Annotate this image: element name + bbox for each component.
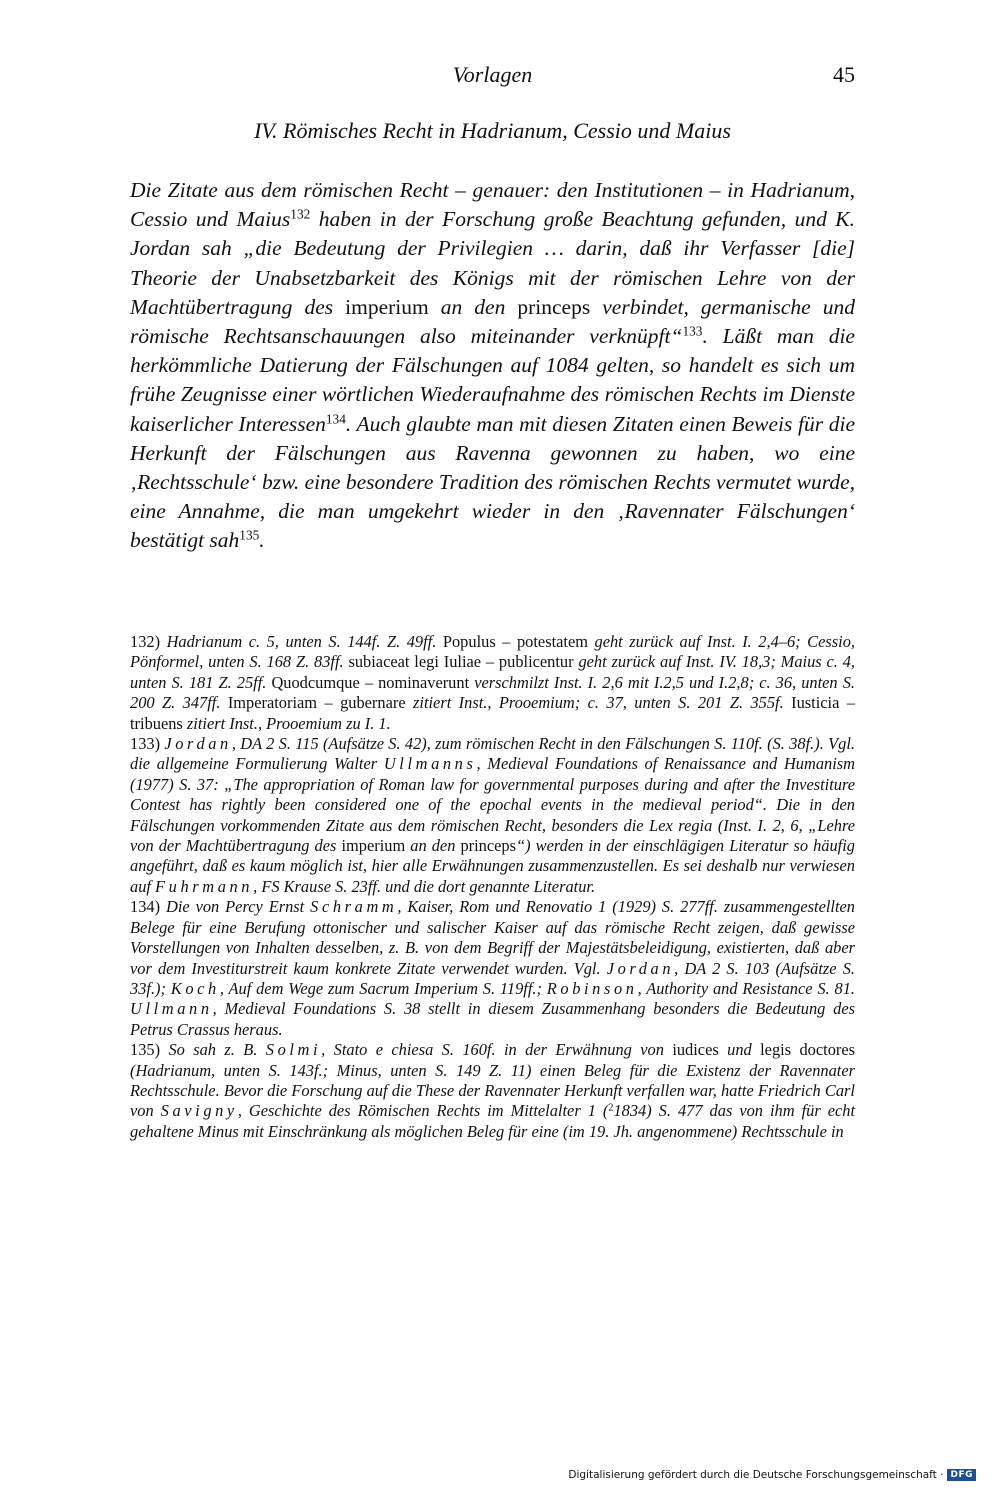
text-run: , Authority and Resistance S. 81. bbox=[637, 978, 855, 998]
text-run: verbindet, germanische und römische Rechtsanschauungen also miteinander verknüpft“ bbox=[130, 294, 855, 349]
footnote-number: 133) bbox=[130, 734, 161, 754]
latin-term: imperium bbox=[345, 294, 429, 319]
text-run: zitiert Inst., Prooemium zu I. 1. bbox=[182, 713, 391, 733]
main-paragraph bbox=[130, 176, 855, 556]
text-run: geht zurück auf Inst. I. 2,4–6; Cessio, Pönformel, unten S. 168 Z. 83ff. bbox=[130, 632, 855, 672]
text-run: , FS Krause S. 23ff. und die dort genannte Literatur. bbox=[253, 876, 596, 896]
dfg-logo: DFG bbox=[947, 1469, 976, 1481]
footnotes bbox=[130, 632, 855, 1142]
text-run: , Geschichte des Römischen Rechts im Mittelalter 1 ( bbox=[237, 1101, 609, 1121]
page-header bbox=[130, 58, 855, 92]
latin-term: princeps bbox=[460, 836, 516, 856]
running-title: Vorlagen bbox=[452, 62, 533, 87]
text-run: , DA 2 S. 103 (Aufsätze S. 33f.); bbox=[130, 958, 855, 998]
digitization-footer bbox=[568, 1469, 976, 1481]
author-name: Solmi bbox=[265, 1040, 322, 1060]
author-name: Robinson bbox=[546, 978, 638, 998]
text-run: , Medieval Foundations S. 38 stellt in diesem Zusammenhang besonders die Bedeutung des Petrus Crassus heraus. bbox=[130, 999, 855, 1039]
edition-superscript: 2 bbox=[608, 1102, 614, 1114]
text-run: haben in der Forschung große Beachtung gefunden, und K. Jordan sah „die Bedeutung der Privilegien … darin, daß ihr Verfasser [die] Theorie der Unabsetzbarkeit des Königs mit der römischen Lehre von der Machtübertragung des bbox=[130, 207, 855, 319]
text-run: , DA 2 S. 115 (Aufsätze S. 42), zum römischen Recht in den Fälschungen S. 110f. (S. 38f.). Vgl. die allgemeine Formulierung Walter bbox=[130, 734, 855, 774]
text-run: zitiert Inst., Prooemium; c. 37, unten S. 201 Z. 355f. bbox=[405, 693, 792, 713]
quoted-latin: Populus – potestatem bbox=[442, 632, 588, 651]
quoted-latin: Quodcumque – nominaverunt bbox=[271, 672, 470, 692]
latin-term: imperium bbox=[341, 836, 406, 856]
author-name: Schramm bbox=[310, 897, 398, 917]
footnote-ref-133[interactable]: 133 bbox=[682, 323, 703, 339]
latin-term: legis doctores bbox=[760, 1040, 856, 1060]
footnote-132 bbox=[130, 632, 855, 734]
text-run: geht zurück auf Inst. IV. 18,3; Maius c. 4, unten S. 181 Z. 25ff. bbox=[130, 652, 855, 692]
text-run: Hadrianum c. 5, unten S. 144f. Z. 49ff. bbox=[160, 632, 443, 651]
latin-term: princeps bbox=[517, 294, 591, 319]
text-run: verschmilzt Inst. I. 2,6 mit I.2,5 und I.2,8; c. 36, unten S. 200 Z. 347ff. bbox=[130, 672, 855, 713]
quoted-latin: Imperatoriam – gubernare bbox=[227, 693, 406, 713]
text-run: (Hadrianum, unten S. 143f.; Minus, unten S. 149 Z. 11) einen Beleg für die Existenz der Ravennater Rechtsschule. Bevor die Forschung auf die These der Ravennater Herkunft verfallen war, hatte Friedrich Carl von bbox=[130, 1060, 855, 1121]
footnote-number: 132) bbox=[130, 632, 161, 651]
text-run: , Auf dem Wege zum Sacrum Imperium S. 119ff.; bbox=[219, 978, 547, 998]
footnote-134 bbox=[130, 897, 855, 1040]
section-title: IV. Römisches Recht in Hadrianum, Cessio und Maius bbox=[254, 118, 731, 143]
author-name: Ullmann bbox=[130, 999, 213, 1019]
author-name: Savigny bbox=[160, 1101, 238, 1121]
text-run: , Kaiser, Rom und Renovatio 1 (1929) S. 277ff. zusammengestellten Belege für eine Berufung ottonischer und salischer Kaiser auf das römische Recht zeigen, daß gewisse Vorstellungen von Inhalten desselben, z. B. von dem Begriff der Majestätsbeleidigung, existierten, daß aber vor dem Investiturstreit kaum konkrete Zitate verwendet wurden. Vgl. bbox=[130, 897, 855, 978]
text-run: an den bbox=[428, 294, 518, 319]
text-run: . Läßt man die herkömmliche Datierung der Fälschungen auf 1084 gelten, so handelt es sich um frühe Zeugnisse einer wörtlichen Wiederaufnahme des römischen Rechts im Dienste kaiserlicher Interessen bbox=[130, 324, 855, 436]
text-run: und bbox=[718, 1040, 761, 1060]
author-name: Koch bbox=[170, 978, 220, 998]
text-run: , Stato e chiesa S. 160f. in der Erwähnung von bbox=[321, 1040, 673, 1060]
text-run: an den bbox=[405, 836, 461, 856]
latin-term: iudices bbox=[672, 1040, 719, 1060]
footnote-number: 134) bbox=[130, 897, 161, 917]
footnote-135 bbox=[130, 1040, 855, 1142]
text-run: 1834) S. 477 das von ihm für echt gehaltene Minus mit Einschränkung als möglichen Beleg für eine (im 19. Jh. angenommene) Rechtsschule in bbox=[130, 1101, 856, 1141]
footnote-ref-135[interactable]: 135 bbox=[239, 528, 260, 544]
footer-text: Digitalisierung gefördert durch die Deutsche Forschungsgemeinschaft · bbox=[568, 1469, 944, 1481]
footnote-number: 135) bbox=[130, 1040, 161, 1060]
author-name: Ullmanns bbox=[383, 754, 477, 774]
page-number: 45 bbox=[833, 62, 855, 87]
text-run: . Auch glaubte man mit diesen Zitaten einen Beweis für die Herkunft der Fälschungen aus Ravenna gewonnen zu haben, wo eine ‚Rechtsschule‘ bzw. eine besondere Tradition des römischen Rechts vermutet wurde, eine Annahme, die man umgekehrt wieder in den ‚Ravennater Fälschungen‘ bestätigt sah bbox=[130, 411, 855, 553]
text-run: Die von Percy Ernst bbox=[160, 897, 311, 917]
text-run: Die Zitate aus dem römischen Recht – genauer: den Institutionen – in Hadrianum, Cessio und Maius bbox=[130, 178, 855, 232]
footnote-133 bbox=[130, 734, 855, 897]
footnote-ref-134[interactable]: 134 bbox=[325, 411, 346, 427]
footnote-ref-132[interactable]: 132 bbox=[290, 206, 311, 222]
quoted-latin: Iusticia – tribuens bbox=[130, 693, 855, 733]
text-run: , Medieval Foundations of Renaissance and Humanism (1977) S. 37: „The appropriation of Roman law for governmental purposes during and after the Investiture Contest has rightly been considered one of the epochal events in the medieval period“. Die in den Fälschungen vorkommenden Zitate aus dem römischen Recht, besonders die Lex regia (Inst. I. 2, 6, „Lehre von der Machtübertragung des bbox=[130, 754, 855, 856]
quoted-latin: subiaceat legi Iuliae – publicentur bbox=[348, 652, 574, 672]
author-name: Jordan bbox=[606, 958, 675, 978]
text-run: “) werden in der einschlägigen Literatur so häufig angeführt, daß es kaum möglich ist, hier alle Erwähnungen zusammenzustellen. Es sei deshalb nur verwiesen auf bbox=[130, 836, 855, 896]
text-run: So sah z. B. bbox=[160, 1040, 266, 1060]
text-run: . bbox=[259, 528, 265, 553]
author-name: Jordan bbox=[164, 734, 232, 754]
author-name: Fuhrmann bbox=[155, 876, 254, 896]
